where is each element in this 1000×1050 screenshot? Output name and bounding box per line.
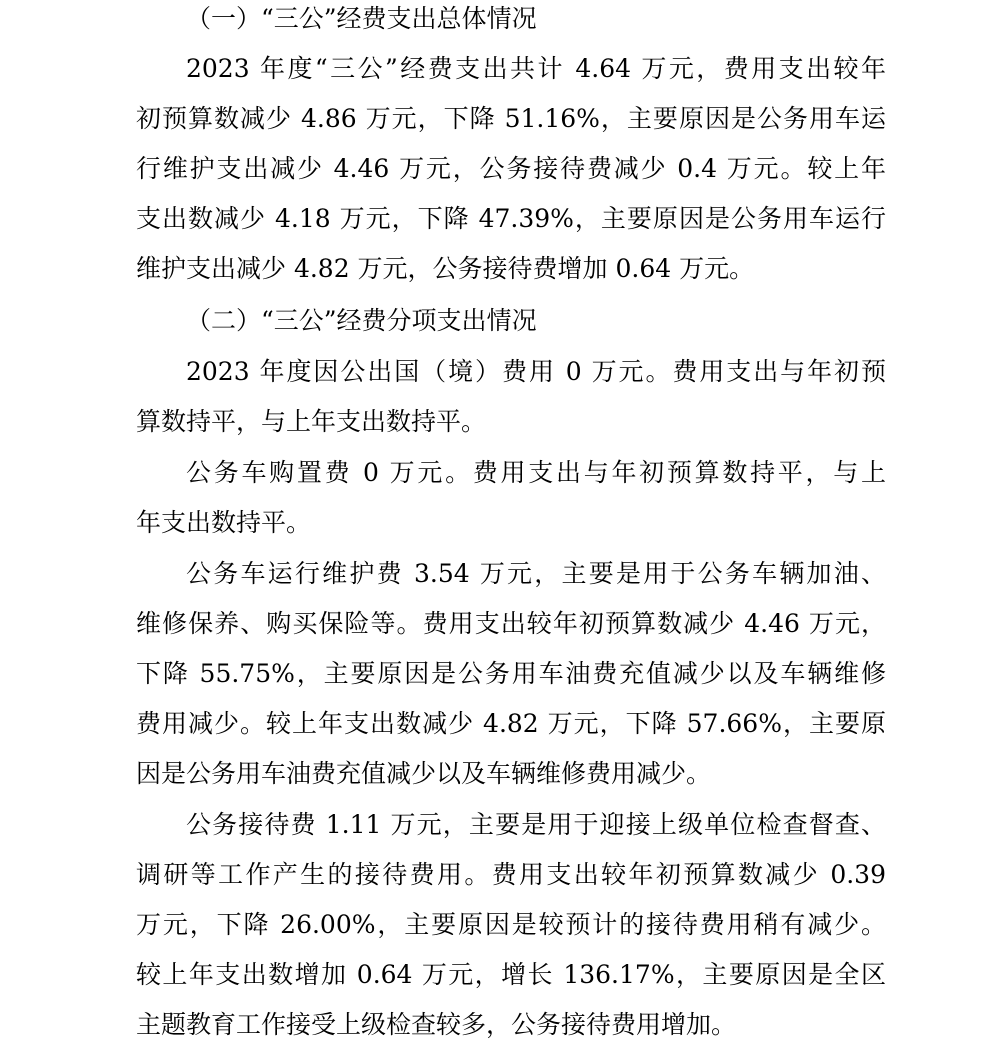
paragraph-line: 行维护支出减少 4.46 万元，公务接待费减少 0.4 万元。较上年 [136, 154, 886, 183]
paragraph-line: 维修保养、购买保险等。费用支出较年初预算数减少 4.46 万元， [136, 609, 886, 638]
paragraph-line: 因是公务用车油费充值减少以及车辆维修费用减少。 [136, 759, 712, 788]
paragraph-line: 公务车购置费 0 万元。费用支出与年初预算数持平，与上 [186, 458, 886, 487]
paragraph-line: 公务车运行维护费 3.54 万元，主要是用于公务车辆加油、 [186, 559, 886, 588]
paragraph-line: 费用减少。较上年支出数减少 4.82 万元，下降 57.66%，主要原 [136, 709, 886, 738]
paragraph-line: 初预算数减少 4.86 万元，下降 51.16%，主要原因是公务用车运 [136, 104, 886, 133]
paragraph-line: 公务接待费 1.11 万元，主要是用于迎接上级单位检查督查、 [186, 810, 886, 839]
paragraph-line: 较上年支出数增加 0.64 万元，增长 136.17%，主要原因是全区 [136, 960, 886, 989]
paragraph-line: 算数持平，与上年支出数持平。 [136, 407, 487, 436]
paragraph-line: 下降 55.75%，主要原因是公务用车油费充值减少以及车辆维修 [136, 659, 886, 688]
paragraph-line: 支出数减少 4.18 万元，下降 47.39%，主要原因是公务用车运行 [136, 204, 886, 233]
paragraph-line: 万元，下降 26.00%，主要原因是较预计的接待费用稍有减少。 [136, 910, 886, 939]
section-heading-1: （一）“三公”经费支出总体情况 [186, 4, 537, 33]
paragraph-line: 主题教育工作接受上级检查较多，公务接待费用增加。 [136, 1010, 737, 1039]
paragraph-line: 维护支出减少 4.82 万元，公务接待费增加 0.64 万元。 [136, 254, 755, 283]
section-heading-2: （二）“三公”经费分项支出情况 [186, 306, 537, 335]
paragraph-line: 年支出数持平。 [136, 508, 312, 537]
paragraph-line: 2023 年度“三公”经费支出共计 4.64 万元，费用支出较年 [186, 54, 886, 83]
paragraph-line: 调研等工作产生的接待费用。费用支出较年初预算数减少 0.39 [136, 860, 886, 889]
paragraph-line: 2023 年度因公出国（境）费用 0 万元。费用支出与年初预 [186, 357, 886, 386]
